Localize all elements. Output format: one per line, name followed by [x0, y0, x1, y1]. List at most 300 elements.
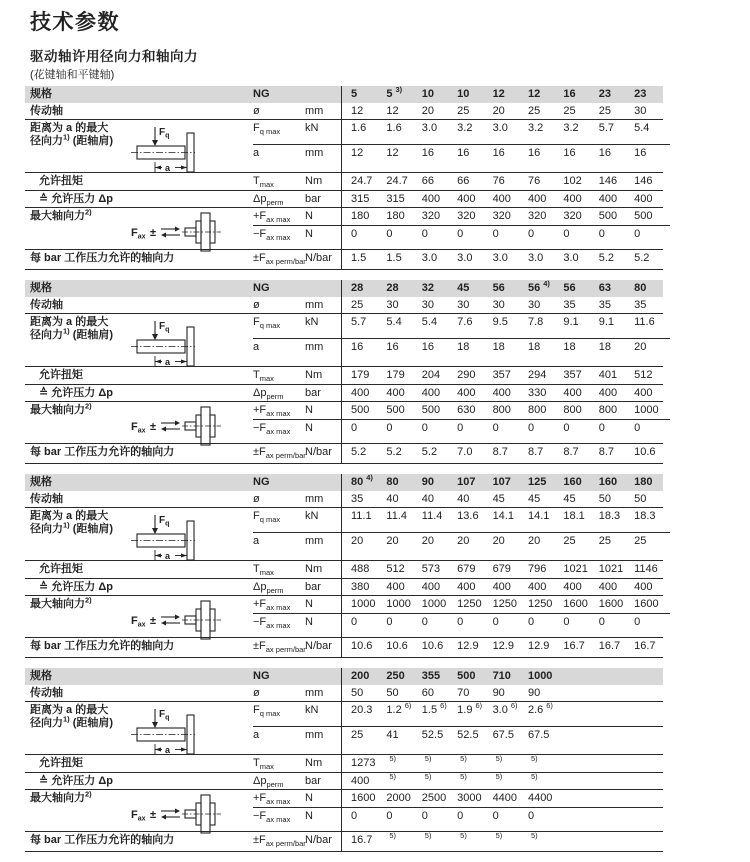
unit-cell: Nm — [305, 757, 323, 769]
svg-text:a: a — [165, 163, 171, 173]
unit-cell: N/bar — [305, 640, 332, 652]
row-label: 每 bar 工作压力允许的轴向力 — [30, 640, 175, 652]
value-cell: 18.1 — [563, 510, 585, 522]
value-cell: 512 — [386, 563, 405, 575]
value-cell: 0 — [457, 228, 464, 240]
row-label-line: 最大轴向力$^{2)}$ — [30, 207, 92, 222]
row-label: 传动轴 — [30, 105, 63, 117]
radial-force-block — [25, 120, 663, 173]
row-label — [25, 314, 253, 366]
axial-force-diagram — [129, 404, 229, 446]
value-cell: 0 — [634, 228, 641, 240]
value-cell: 180 — [634, 476, 653, 488]
row-label-line: 距离为 a 的最大 — [30, 510, 109, 522]
unit-cell: bar — [305, 581, 321, 593]
value-cell: 3.0 — [421, 252, 438, 264]
unit-cell: bar — [305, 193, 321, 205]
value-cell: 796 — [527, 563, 547, 575]
value-cell: 5.7 — [598, 122, 615, 134]
value-cell: 90 — [492, 687, 505, 699]
value-cell: 400 — [598, 193, 618, 205]
symbol-cell: $T_{max}$ — [253, 757, 274, 772]
value-cell: 400 — [492, 581, 511, 593]
value-cell: 25 — [351, 729, 364, 741]
value-cell: 294 — [527, 369, 547, 381]
value-cell: 500 — [386, 404, 405, 416]
values-cell — [341, 727, 663, 754]
value-cell: 3.0 — [527, 252, 544, 264]
symbol-cell: $\pm F_{ax perm/bar}$ — [253, 252, 306, 267]
value-cell: 7.0 — [457, 446, 473, 458]
symbol-cell: NG — [253, 88, 270, 100]
values-cell — [341, 120, 670, 144]
value-cell: 315 — [351, 193, 370, 205]
value-cell: 12.9 — [527, 640, 550, 652]
symbol-cell: $+F_{ax max}$ — [253, 598, 291, 613]
unit-cell: mm — [305, 535, 324, 547]
row-label-line: 距离为 a 的最大 — [30, 704, 109, 716]
spec-table — [25, 474, 663, 658]
value-cell: 16 — [457, 147, 470, 159]
value-cell: 50 — [598, 493, 611, 505]
table-header-row — [25, 86, 663, 103]
values-cell — [341, 596, 670, 613]
value-cell: 14.1 — [492, 510, 514, 522]
row-label-line: 径向力$^{1)}$ (距轴肩) — [30, 132, 114, 147]
symbol-cell: a — [253, 729, 260, 741]
value-cell: 35 — [634, 299, 647, 311]
value-cell: 0 — [386, 810, 393, 822]
svg-text:Fax: $F_{ax}$ — [131, 809, 146, 823]
value-cell: 160 — [598, 476, 618, 488]
svg-text:a: a — [165, 551, 171, 561]
row-stack — [253, 314, 670, 366]
svg-text:Fq: $F_q$ — [159, 127, 170, 140]
value-cell: 18 — [457, 341, 470, 353]
value-cell: 710 — [492, 670, 511, 682]
symbol-cell: $-F_{ax max}$ — [253, 228, 291, 243]
value-cell: 315 — [386, 193, 405, 205]
value-cell: 12 — [527, 88, 541, 100]
table-subrow — [253, 145, 670, 172]
axial-force-diagram — [129, 598, 229, 640]
value-cell: 0 — [457, 422, 464, 434]
value-cell: 30 — [492, 299, 505, 311]
row-stack — [253, 120, 670, 172]
value-cell: 3.0 $^{6)}$ — [492, 701, 518, 716]
value-cell: 18.3 — [634, 510, 656, 522]
unit-cell: N — [305, 616, 313, 628]
row-label: ≙ 允许压力 Δp — [39, 581, 113, 593]
symbol-cell: $\Delta p_{perm}$ — [253, 193, 284, 208]
row-label: 规格 — [30, 88, 52, 100]
table-subrow — [253, 226, 670, 249]
value-cell: 401 — [598, 369, 618, 381]
value-cell: 16.7 — [634, 640, 656, 652]
value-cell: 5) — [389, 772, 397, 782]
values-cell — [341, 808, 663, 831]
value-cell: 12 — [351, 147, 364, 159]
value-cell: 25 — [457, 105, 470, 117]
value-cell: 1.5 — [351, 252, 367, 264]
value-cell: 7.6 — [457, 316, 473, 328]
symbol-cell: $+F_{ax max}$ — [253, 792, 291, 807]
value-cell: 16 — [527, 147, 541, 159]
value-cell: 1021 — [598, 563, 624, 575]
value-cell: 30 — [421, 299, 435, 311]
row-label: 每 bar 工作压力允许的轴向力 — [30, 252, 175, 264]
value-cell: 8.7 — [598, 446, 615, 458]
svg-text:Fax: $F_{ax}$ — [131, 227, 146, 241]
table-header-row — [25, 668, 663, 685]
value-cell: 5.7 — [351, 316, 367, 328]
values-cell — [341, 250, 670, 269]
unit-cell: kN — [305, 704, 319, 716]
value-cell: 80 $^{4)}$ — [351, 473, 373, 488]
values-cell — [341, 297, 670, 313]
values-cell — [341, 474, 670, 491]
unit-cell: N — [305, 792, 313, 804]
drive-shaft-row — [25, 685, 663, 702]
axial-force-diagram — [129, 792, 229, 834]
value-cell: 20 — [386, 535, 399, 547]
value-cell: 1.2 $^{6)}$ — [386, 701, 412, 716]
value-cell: 52.5 — [457, 729, 479, 741]
value-cell: 0 — [492, 422, 499, 434]
value-cell: 1000 — [386, 598, 411, 610]
value-cell: 5) — [460, 831, 467, 841]
values-cell — [341, 86, 670, 103]
value-cell: 0 — [527, 616, 535, 628]
value-cell: 400 — [492, 193, 511, 205]
table-subrow — [253, 208, 670, 226]
svg-text:a: a — [165, 745, 171, 755]
table-subrow — [253, 120, 670, 145]
value-cell: 3.0 — [457, 252, 473, 264]
value-cell: 2000 — [386, 792, 411, 804]
row-label-line: 距离为 a 的最大 — [30, 122, 109, 134]
value-cell: 50 — [634, 493, 647, 505]
value-cell: 35 — [598, 299, 611, 311]
value-cell: 5) — [530, 831, 538, 841]
value-cell: 0 — [492, 228, 499, 240]
values-cell — [341, 702, 663, 726]
value-cell: 56 — [492, 282, 505, 294]
unit-cell — [305, 474, 341, 491]
unit-cell: kN — [305, 316, 319, 328]
value-cell: 357 — [563, 369, 582, 381]
radial-force-diagram — [129, 121, 215, 173]
value-cell: 400 — [563, 581, 582, 593]
value-cell: 10 — [421, 88, 435, 100]
value-cell: 5 $^{3)}$ — [386, 85, 403, 100]
svg-text:Fq: $F_q$ — [159, 321, 170, 334]
values-cell — [341, 103, 670, 119]
row-label — [25, 402, 253, 443]
symbol-cell: a — [253, 535, 260, 547]
unit-cell: N — [305, 422, 313, 434]
row-label-line: 径向力$^{1)}$ (距轴肩) — [30, 326, 114, 341]
value-cell: 3.0 — [492, 122, 508, 134]
table-subrow — [253, 614, 670, 637]
value-cell: 0 — [634, 422, 641, 434]
value-cell: 90 — [421, 476, 435, 488]
unit-cell: N/bar — [305, 446, 332, 458]
values-cell — [341, 420, 670, 443]
radial-force-block — [25, 508, 663, 561]
table-subrow — [253, 702, 663, 727]
value-cell: 12 — [492, 88, 505, 100]
axial-force-block — [25, 208, 663, 250]
value-cell: 13.6 — [457, 510, 479, 522]
value-cell: 9.5 — [492, 316, 508, 328]
value-cell: 5.2 — [421, 446, 438, 458]
value-cell: 9.1 — [563, 316, 579, 328]
value-cell: 11.1 — [351, 510, 372, 522]
value-cell: 20 — [527, 535, 541, 547]
values-cell — [341, 790, 663, 807]
value-cell: 45 — [492, 493, 505, 505]
value-cell: 28 — [351, 282, 364, 294]
value-cell: 0 — [563, 422, 570, 434]
value-cell: 3.2 — [563, 122, 579, 134]
svg-text:±: ± — [150, 227, 157, 239]
value-cell: 16 — [421, 341, 435, 353]
value-cell: 56 — [563, 282, 576, 294]
value-cell: 380 — [351, 581, 370, 593]
row-label: 允许扭矩 — [39, 175, 83, 187]
unit-cell: N/bar — [305, 834, 332, 846]
values-cell — [341, 339, 670, 366]
value-cell: 0 — [634, 616, 641, 628]
value-cell: 40 — [386, 493, 399, 505]
unit-cell: mm — [305, 147, 324, 159]
values-cell — [341, 145, 670, 172]
value-cell: 56 $^{4)}$ — [527, 279, 550, 294]
unit-cell: mm — [305, 341, 324, 353]
row-label: 允许扭矩 — [39, 757, 83, 769]
value-cell: 16.7 — [598, 640, 621, 652]
value-cell: 0 — [457, 810, 464, 822]
value-cell: 500 — [351, 404, 370, 416]
value-cell: 1250 — [457, 598, 482, 610]
row-label: 规格 — [30, 282, 52, 294]
values-cell — [341, 685, 663, 701]
row-label: ≙ 允许压力 Δp — [39, 387, 113, 399]
unit-cell: mm — [305, 105, 324, 117]
symbol-cell: $-F_{ax max}$ — [253, 810, 291, 825]
value-cell: 5 — [351, 88, 358, 100]
value-cell: 180 — [386, 210, 405, 222]
per-bar-row — [25, 832, 663, 852]
row-label-line: 最大轴向力$^{2)}$ — [30, 401, 92, 416]
value-cell: 12.9 — [457, 640, 479, 652]
value-cell: 5.2 — [386, 446, 402, 458]
unit-cell: Nm — [305, 369, 323, 381]
value-cell: 1.5 $^{6)}$ — [421, 701, 447, 716]
symbol-cell: NG — [253, 282, 270, 294]
table-header-row — [25, 280, 663, 297]
value-cell: 16 — [563, 88, 576, 100]
value-cell: 400 — [386, 387, 405, 399]
value-cell: 16 — [563, 147, 576, 159]
value-cell: 400 — [457, 581, 476, 593]
row-stack — [253, 596, 670, 637]
values-cell — [341, 173, 670, 190]
row-label-line: 最大轴向力$^{2)}$ — [30, 595, 92, 610]
value-cell: 28 — [386, 282, 399, 294]
value-cell: 60 — [421, 687, 435, 699]
value-cell: 400 — [351, 775, 370, 787]
symbol-cell: a — [253, 147, 260, 159]
value-cell: 25 — [527, 105, 541, 117]
symbol-cell: $-F_{ax max}$ — [253, 422, 291, 437]
value-cell: 12.9 — [492, 640, 514, 652]
value-cell: 1021 — [563, 563, 588, 575]
value-cell: 50 — [351, 687, 364, 699]
value-cell: 3.0 — [421, 122, 438, 134]
value-cell: 1146 — [634, 563, 658, 575]
unit-cell: mm — [305, 493, 324, 505]
value-cell: 76 — [527, 175, 541, 187]
row-label: ≙ 允许压力 Δp — [39, 775, 113, 787]
row-stack — [253, 790, 663, 831]
value-cell: 1600 — [563, 598, 588, 610]
drive-shaft-row — [25, 103, 663, 120]
value-cell: 0 — [598, 228, 605, 240]
spec-table — [25, 86, 663, 270]
value-cell: 1600 — [598, 598, 624, 610]
values-cell — [341, 614, 670, 637]
symbol-cell: NG — [253, 476, 270, 488]
value-cell: 14.1 — [527, 510, 550, 522]
value-cell: 3.0 — [563, 252, 579, 264]
value-cell: 9.1 — [598, 316, 615, 328]
value-cell: 25 — [598, 535, 611, 547]
svg-text:Fq: $F_q$ — [159, 515, 170, 528]
value-cell: 25 — [563, 535, 576, 547]
values-cell — [341, 832, 663, 851]
row-label-line: 径向力$^{1)}$ (距轴肩) — [30, 714, 114, 729]
table-subrow — [253, 508, 670, 533]
value-cell: 0 — [527, 228, 535, 240]
symbol-cell: $F_{q max}$ — [253, 122, 281, 137]
value-cell: 67.5 — [527, 729, 550, 741]
value-cell: 5.4 — [421, 316, 438, 328]
axial-force-block — [25, 402, 663, 444]
value-cell: 5) — [495, 831, 503, 841]
value-cell: 10.6 — [351, 640, 373, 652]
value-cell: 12 — [386, 105, 399, 117]
value-cell: 2.6 $^{6)}$ — [527, 701, 553, 716]
value-cell: 125 — [527, 476, 547, 488]
unit-cell: kN — [305, 510, 319, 522]
value-cell: 355 — [421, 670, 441, 682]
value-cell: 0 — [527, 810, 535, 822]
per-bar-row — [25, 250, 663, 270]
values-cell — [341, 226, 670, 249]
row-stack — [253, 402, 670, 443]
value-cell: 16 — [492, 147, 505, 159]
unit-cell: kN — [305, 122, 319, 134]
value-cell: 1273 — [351, 757, 376, 769]
svg-text:±: ± — [150, 421, 157, 433]
value-cell: 400 — [492, 387, 511, 399]
value-cell: 0 — [386, 616, 393, 628]
spec-table — [25, 668, 663, 852]
value-cell: 1600 — [351, 792, 376, 804]
value-cell: 0 — [351, 422, 358, 434]
torque-row — [25, 367, 663, 385]
value-cell: 5.4 — [386, 316, 402, 328]
value-cell: 160 — [563, 476, 582, 488]
value-cell: 179 — [351, 369, 370, 381]
row-label — [25, 208, 253, 249]
value-cell: 0 — [386, 422, 393, 434]
row-label-line: 最大轴向力$^{2)}$ — [30, 789, 92, 804]
value-cell: 400 — [634, 193, 653, 205]
row-stack — [253, 508, 670, 560]
row-label-line: 距离为 a 的最大 — [30, 316, 109, 328]
value-cell: 24.7 — [351, 175, 373, 187]
drive-shaft-row — [25, 491, 663, 508]
value-cell: 107 — [457, 476, 476, 488]
value-cell: 30 — [457, 299, 470, 311]
svg-text:Fq: $F_q$ — [159, 709, 170, 722]
value-cell: 400 — [634, 387, 653, 399]
value-cell: 102 — [563, 175, 582, 187]
value-cell: 400 — [527, 581, 547, 593]
unit-cell: N — [305, 598, 313, 610]
value-cell: 320 — [421, 210, 441, 222]
symbol-cell: $+F_{ax max}$ — [253, 404, 291, 419]
value-cell: 0 — [598, 422, 605, 434]
value-cell: 0 — [421, 810, 428, 822]
value-cell: 200 — [351, 670, 370, 682]
value-cell: 5.4 — [634, 122, 650, 134]
value-cell: 66 — [421, 175, 435, 187]
value-cell: 45 — [457, 282, 470, 294]
value-cell: 500 — [598, 210, 618, 222]
section-title: 驱动轴许用径向力和轴向力 — [30, 49, 198, 64]
unit-cell: N — [305, 810, 313, 822]
spec-table — [25, 280, 663, 464]
value-cell: 1000 — [527, 670, 553, 682]
value-cell: 3000 — [457, 792, 482, 804]
row-stack — [253, 208, 670, 249]
unit-cell — [305, 86, 341, 103]
symbol-cell: $\Delta p_{perm}$ — [253, 581, 284, 596]
value-cell: 50 — [386, 687, 399, 699]
symbol-cell: ø — [253, 299, 260, 311]
row-label: 传动轴 — [30, 299, 63, 311]
value-cell: 67.5 — [492, 729, 514, 741]
value-cell: 11.4 — [421, 510, 443, 522]
value-cell: 30 — [527, 299, 541, 311]
row-label — [25, 702, 253, 754]
value-cell: 800 — [598, 404, 618, 416]
value-cell: 512 — [634, 369, 653, 381]
page-title: 技术参数 — [30, 11, 120, 34]
values-cell — [341, 533, 670, 560]
value-cell: 25 — [351, 299, 364, 311]
value-cell: 45 — [563, 493, 576, 505]
unit-cell: bar — [305, 775, 321, 787]
unit-cell: mm — [305, 687, 324, 699]
value-cell: 7.8 — [527, 316, 544, 328]
row-label — [25, 508, 253, 560]
table-subrow — [253, 533, 670, 560]
